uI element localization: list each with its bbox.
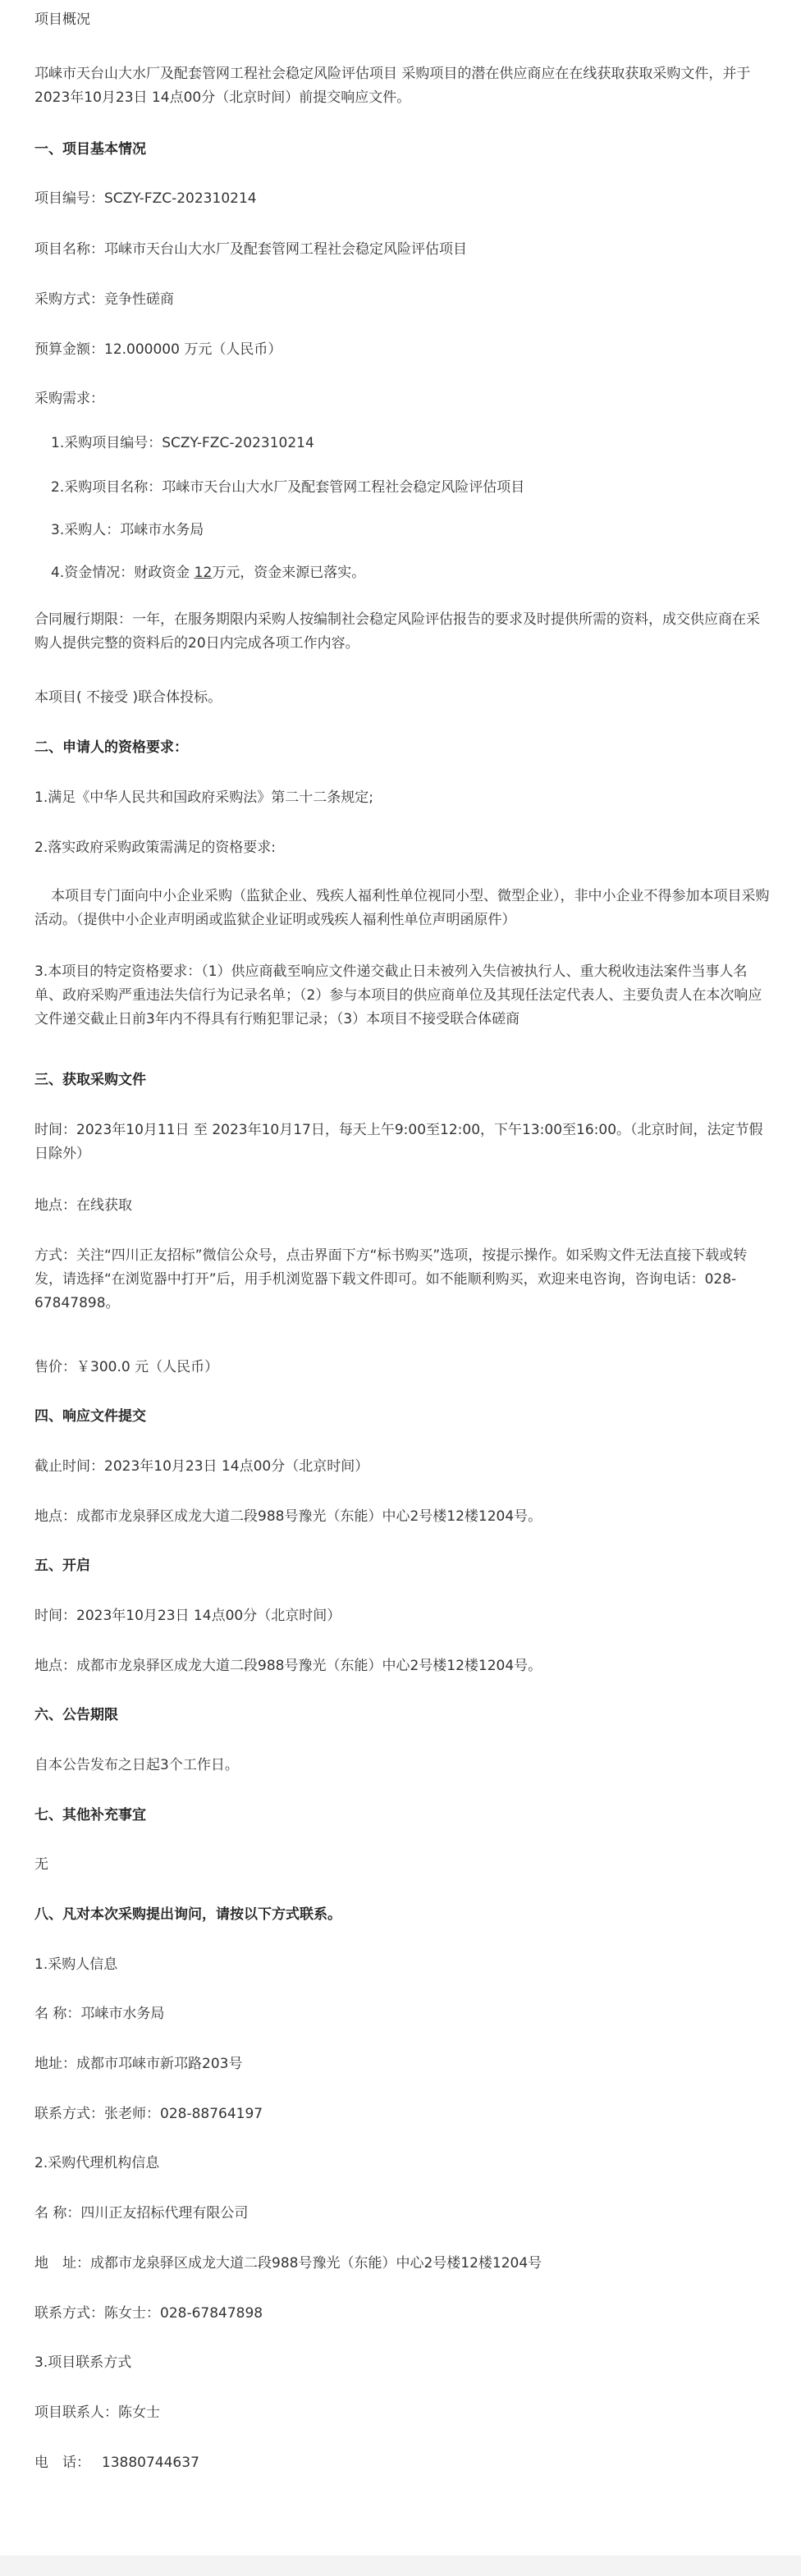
consortium-note: 本项目( 不接受 )联合体投标。 [34, 689, 222, 706]
submission-place: 地点：成都市龙泉驿区成龙大道二段988号豫光（东能）中心2号楼12楼1204号。 [34, 1508, 542, 1525]
section1-heading: 一、项目基本情况 [34, 141, 146, 158]
qualification-3: 3.本项目的特定资格要求：（1）供应商截至响应文件递交截止日未被列入失信被执行人、重大税收违法案件当事人名单、政府采购严重违法失信行为记录名单；（2）参与本项目的供应商单位及其现任法定代表人、主要负责人在本次响应文件递交截止日前3年内不得具有行贿犯罪记录；（3）本项目不接受联合体磋商 [34, 963, 762, 1027]
project-contact-phone: 电 话： 13880744637 [34, 2455, 199, 2471]
qualification-2: 2.落实政府采购政策需满足的资格要求: [34, 840, 276, 856]
section7-heading: 七、其他补充事宜 [34, 1807, 146, 1823]
demand-label: 采购需求： [34, 391, 104, 407]
demand-item: 1.采购项目编号：SCZY-FZC-202310214 [51, 435, 314, 451]
section6-heading: 六、公告期限 [34, 1707, 118, 1723]
page-bottom-bar [0, 2555, 801, 2576]
acquire-place: 地点：在线获取 [34, 1197, 132, 1214]
acquire-method: 方式：关注“四川正友招标”微信公众号，点击界面下方“标书购买”选项，按提示操作。如采购文件无法直接下载或转发，请选择“在浏览器中打开”后，用手机浏览器下载文件即可。如不能顺利购买，欢迎来电咨询，咨询电话：028-67847898。 [34, 1247, 748, 1311]
qualification-1: 1.满足《中华人民共和国政府采购法》第二十二条规定; [34, 789, 373, 806]
funding-suffix: 万元，资金来源已落实。 [212, 565, 366, 581]
project-name: 项目名称：邛崃市天台山大水厂及配套管网工程社会稳定风险评估项目 [34, 241, 467, 258]
purchaser-title: 1.采购人信息 [34, 1956, 118, 1973]
funding-amount: 12 [194, 565, 213, 581]
opening-place: 地点：成都市龙泉驿区成龙大道二段988号豫光（东能）中心2号楼12楼1204号。 [34, 1658, 542, 1674]
funding-info [51, 561, 790, 585]
project-contact-title: 3.项目联系方式 [34, 2354, 132, 2371]
section5-heading: 五、开启 [34, 1558, 90, 1574]
announcement-period: 自本公告发布之日起3个工作日。 [34, 1757, 239, 1773]
project-contact-person: 项目联系人：陈女士 [34, 2404, 160, 2421]
purchaser-address: 地址：成都市邛崃市新邛路203号 [34, 2056, 243, 2072]
agency-contact: 联系方式：陈女士：028-67847898 [34, 2305, 263, 2322]
budget-amount: 预算金额：12.000000 万元（人民币） [34, 341, 282, 358]
agency-title: 2.采购代理机构信息 [34, 2155, 160, 2171]
purchaser-contact: 联系方式：张老师：028-88764197 [34, 2106, 263, 2122]
demand-item: 2.采购项目名称：邛崃市天台山大水厂及配套管网工程社会稳定风险评估项目 [51, 479, 525, 496]
overview-text: 邛崃市天台山大水厂及配套管网工程社会稳定风险评估项目 采购项目的潜在供应商应在在线获取获取采购文件，并于2023年10月23日 14点00分（北京时间）前提交响应文件。 [34, 66, 751, 106]
agency-address: 地 址：成都市龙泉驿区成龙大道二段988号豫光（东能）中心2号楼12楼1204号 [34, 2255, 542, 2272]
submission-deadline: 截止时间：2023年10月23日 14点00分（北京时间） [34, 1458, 369, 1475]
acquire-time: 时间：2023年10月11日 至 2023年10月17日，每天上午9:00至12:00，下午13:00至16:00。（北京时间，法定节假日除外） [34, 1122, 763, 1162]
agency-name: 名 称：四川正友招标代理有限公司 [34, 2205, 249, 2221]
section4-heading: 四、响应文件提交 [34, 1408, 146, 1425]
contract-term: 合同履行期限：一年，在服务期限内采购人按编制社会稳定风险评估报告的要求及时提供所需的资料，成交供应商在采购人提供完整的资料后的20日内完成各项工作内容。 [34, 611, 760, 652]
demand-item: 3.采购人：邛崃市水务局 [51, 522, 204, 538]
funding-prefix: 4.资金情况：财政资金 [51, 565, 195, 581]
document-price: 售价：￥300.0 元（人民币） [34, 1359, 219, 1375]
overview-label: 项目概况 [34, 11, 90, 28]
section2-heading: 二、申请人的资格要求： [34, 739, 188, 756]
procurement-method: 采购方式：竞争性磋商 [34, 291, 174, 308]
opening-time: 时间：2023年10月23日 14点00分（北京时间） [34, 1608, 341, 1624]
section8-heading: 八、凡对本次采购提出询问，请按以下方式联系。 [34, 1906, 341, 1923]
section3-heading: 三、获取采购文件 [34, 1072, 146, 1088]
supplementary-text: 无 [34, 1856, 48, 1873]
project-number: 项目编号：SCZY-FZC-202310214 [34, 190, 257, 207]
purchaser-name: 名 称：邛崃市水务局 [34, 2006, 165, 2022]
qualification-2-detail: 本项目专门面向中小企业采购（监狱企业、残疾人福利性单位视同小型、微型企业），非中小企业不得参加本项目采购活动。（提供中小企业声明函或监狱企业证明或残疾人福利性单位声明函原件） [34, 888, 770, 928]
